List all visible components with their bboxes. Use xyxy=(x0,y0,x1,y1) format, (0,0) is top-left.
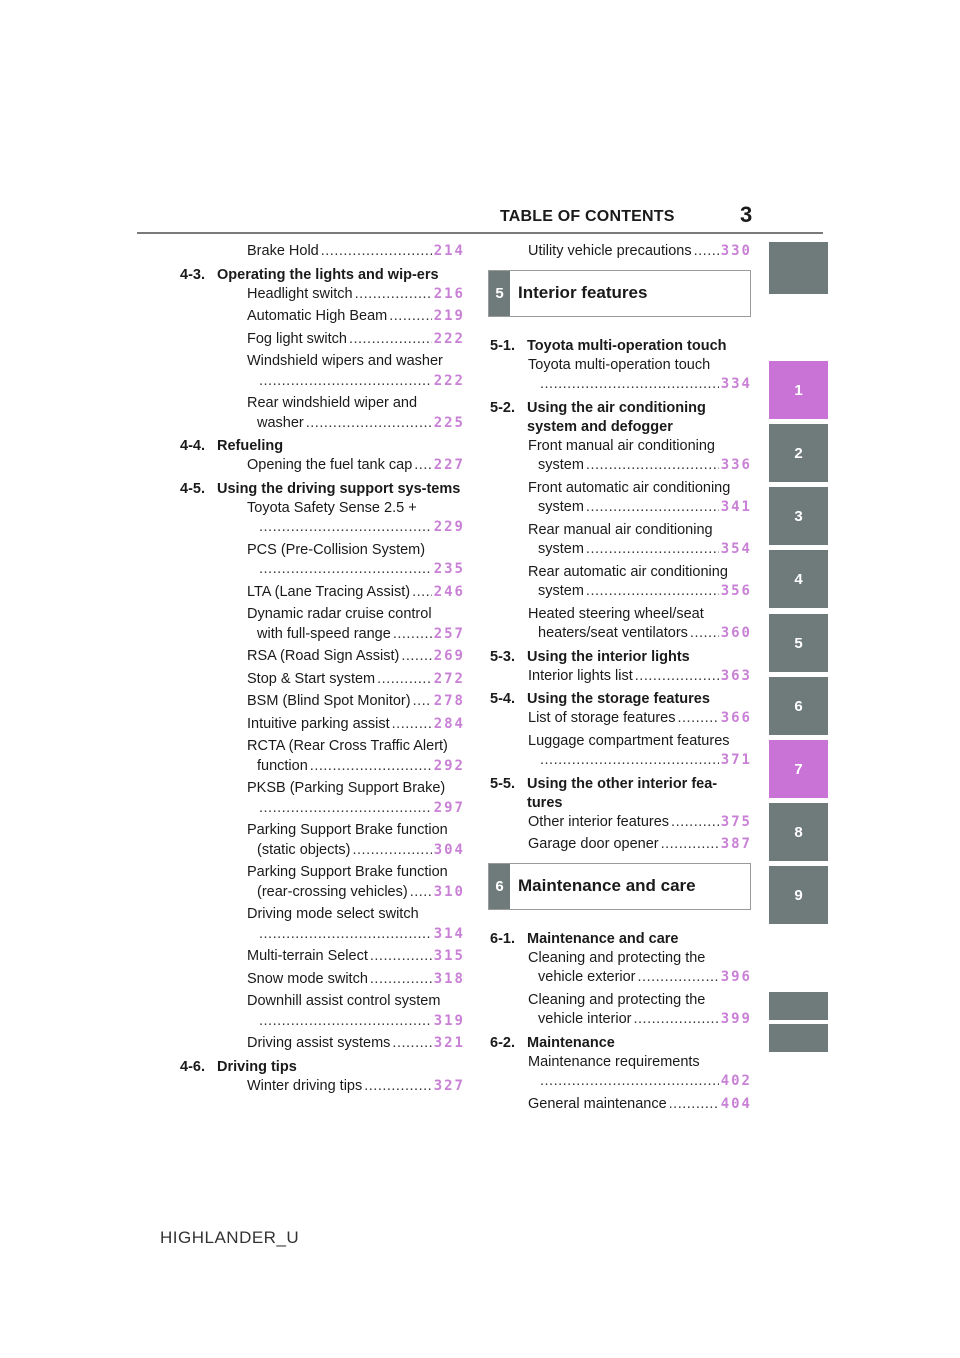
section-title: Using the storage features xyxy=(527,691,710,707)
page-link[interactable]: 315 xyxy=(433,948,465,964)
toc-entry-line: Windshield wipers and washer xyxy=(247,353,443,369)
page-link[interactable]: 272 xyxy=(433,670,465,687)
toc-entry-text: Intuitive parking assist xyxy=(247,715,390,732)
page-link[interactable]: 216 xyxy=(433,285,465,302)
toc-entry[interactable] xyxy=(180,242,465,262)
page-link[interactable]: 278 xyxy=(433,693,465,709)
toc-entry-text: vehicle exterior xyxy=(538,969,636,985)
dot-leader xyxy=(370,947,432,967)
dot-leader xyxy=(259,518,432,538)
toc-entry-line: Rear windshield wiper and xyxy=(247,395,418,411)
footer-model-code: HIGHLANDER_U xyxy=(160,1228,300,1247)
dot-leader xyxy=(586,540,719,560)
toc-entry-line: Heated steering wheel/seat xyxy=(528,605,704,622)
toc-entry-line xyxy=(247,560,465,580)
toc-entry[interactable] xyxy=(180,715,465,735)
dot-leader xyxy=(310,757,432,777)
toc-entry-line xyxy=(528,1095,752,1115)
page-link[interactable]: 356 xyxy=(720,583,752,599)
section-title: Maintenance and care xyxy=(527,930,679,947)
page-link[interactable]: 214 xyxy=(433,243,465,259)
chapter-title: Interior features xyxy=(518,283,648,302)
toc-entry[interactable] xyxy=(490,835,752,855)
dot-leader xyxy=(392,715,432,735)
toc-entry[interactable] xyxy=(180,1077,465,1097)
toc-entry[interactable] xyxy=(180,583,465,603)
toc-entry-line: PKSB (Parking Support Brake) xyxy=(247,780,446,796)
toc-entry-text: Fog light switch xyxy=(247,330,347,347)
toc-entry-line xyxy=(528,709,752,729)
toc-entry-line xyxy=(528,667,752,687)
page-link[interactable]: 321 xyxy=(433,1035,465,1051)
toc-entry-line xyxy=(247,414,465,434)
toc-entry-text: Snow mode switch xyxy=(247,970,368,987)
toc-entry[interactable] xyxy=(180,647,465,667)
chapter-title: Maintenance and care xyxy=(518,876,696,895)
dot-leader xyxy=(678,709,719,729)
page-link[interactable]: 366 xyxy=(720,710,752,726)
toc-entry-line xyxy=(247,1034,465,1054)
page-link[interactable]: 363 xyxy=(720,667,752,684)
toc-entry-line xyxy=(528,582,752,602)
page-link[interactable]: 257 xyxy=(433,625,465,642)
toc-entry-line xyxy=(247,625,465,645)
dot-leader xyxy=(414,456,431,476)
toc-entry-line xyxy=(528,540,752,560)
toc-entry-line xyxy=(247,285,465,305)
toc-entry[interactable] xyxy=(180,992,465,1031)
toc-entry-line xyxy=(247,715,465,735)
page-link[interactable]: 354 xyxy=(720,541,752,557)
toc-entry-line xyxy=(247,1077,465,1097)
page-header-title: TABLE OF CONTENTS xyxy=(500,208,675,225)
toc-entry[interactable] xyxy=(180,779,465,818)
dot-leader xyxy=(413,692,432,712)
page-link[interactable]: 284 xyxy=(433,715,465,732)
dot-leader xyxy=(370,970,432,990)
toc-entry[interactable] xyxy=(490,521,752,560)
section-title: Toyota multi-operation touch xyxy=(527,337,727,354)
dot-leader xyxy=(540,375,719,395)
toc-entry[interactable] xyxy=(490,991,752,1030)
toc-entry[interactable] xyxy=(490,1053,752,1092)
section-title: Driving tips xyxy=(217,1058,297,1075)
toc-entry-line xyxy=(528,456,752,476)
dot-leader xyxy=(671,813,719,833)
page-link[interactable]: 297 xyxy=(433,799,465,816)
toc-entry[interactable] xyxy=(180,605,465,644)
toc-entry-line xyxy=(247,670,465,690)
toc-entry-text: Automatic High Beam xyxy=(247,308,388,324)
toc-entry[interactable] xyxy=(490,605,752,644)
toc-entry-line xyxy=(247,757,465,777)
toc-entry[interactable] xyxy=(180,285,465,305)
dot-leader xyxy=(694,242,719,262)
section-number: 4-5. xyxy=(180,480,205,497)
toc-entry[interactable] xyxy=(180,947,465,967)
toc-entry[interactable] xyxy=(490,437,752,476)
toc-entry-line xyxy=(247,799,465,819)
toc-entry[interactable] xyxy=(490,242,752,262)
dot-leader xyxy=(586,456,719,476)
dot-leader xyxy=(259,560,432,580)
toc-entry[interactable] xyxy=(180,307,465,327)
toc-entry-line xyxy=(528,242,752,262)
dot-leader xyxy=(586,498,719,518)
toc-entry-text: LTA (Lane Tracing Assist) xyxy=(247,583,411,600)
toc-entry-line: Rear manual air conditioning xyxy=(528,521,713,538)
toc-entry[interactable] xyxy=(490,732,752,771)
toc-entry-text: Utility vehicle precautions xyxy=(528,243,692,259)
toc-entry[interactable] xyxy=(180,821,465,860)
page-link[interactable]: 330 xyxy=(720,243,752,259)
toc-entry-line xyxy=(528,498,752,518)
dot-leader xyxy=(540,751,719,771)
section-number: 5-2. xyxy=(490,399,515,416)
page-link[interactable]: 222 xyxy=(433,330,465,347)
toc-entry[interactable] xyxy=(180,352,465,391)
section-title: Operating the lights and wip-ers xyxy=(217,266,439,283)
dot-leader xyxy=(540,1072,719,1092)
page-link[interactable]: 341 xyxy=(720,499,752,515)
toc-entry-text: Brake Hold xyxy=(247,243,319,259)
toc-entry[interactable] xyxy=(180,394,465,433)
toc-entry-text: General maintenance xyxy=(528,1095,667,1112)
toc-entry-line: Front manual air conditioning xyxy=(528,437,715,454)
toc-entry-line xyxy=(247,883,465,903)
toc-section-heading xyxy=(180,437,465,456)
dot-leader xyxy=(401,647,431,667)
toc-entry[interactable] xyxy=(180,863,465,902)
toc-entry-text: heaters/seat ventilators xyxy=(538,625,688,641)
toc-entry-text: Winter driving tips xyxy=(247,1077,363,1094)
chapter-tab[interactable] xyxy=(769,1024,828,1052)
dot-leader xyxy=(352,841,431,861)
section-number: 6-1. xyxy=(490,930,515,947)
toc-entry-text: Garage door opener xyxy=(528,836,659,852)
page-link[interactable]: 310 xyxy=(433,883,465,900)
toc-entry-line: Cleaning and protecting the xyxy=(528,949,706,966)
dot-leader xyxy=(635,667,719,687)
toc-entry[interactable] xyxy=(490,813,752,833)
section-number: 4-3. xyxy=(180,266,205,283)
section-title: Refueling xyxy=(217,438,284,454)
toc-entry[interactable] xyxy=(180,905,465,944)
toc-entry-text: Stop & Start system xyxy=(247,670,376,687)
dot-leader xyxy=(377,670,432,690)
section-number: 5-5. xyxy=(490,775,515,792)
toc-entry-line xyxy=(247,970,465,990)
section-title: Using the air conditioning system and defogger xyxy=(527,399,706,435)
dot-leader xyxy=(259,1012,432,1032)
dot-leader xyxy=(392,1034,431,1054)
toc-entry-line: Rear automatic air conditioning xyxy=(528,563,728,580)
page-link[interactable]: 327 xyxy=(433,1077,465,1094)
toc-entry-text: Multi-terrain Select xyxy=(247,948,368,964)
toc-section-heading xyxy=(490,399,752,437)
chapter-tab[interactable]: 1 xyxy=(769,361,828,419)
toc-entry-line: Downhill assist control system xyxy=(247,993,441,1009)
chapter-tab[interactable]: 5 xyxy=(769,614,828,672)
dot-leader xyxy=(389,307,431,327)
chapter-number-badge: 5 xyxy=(489,271,510,316)
toc-entry[interactable] xyxy=(490,563,752,602)
toc-entry-text: Headlight switch xyxy=(247,285,353,302)
toc-section-heading xyxy=(490,690,752,709)
toc-entry-text: function xyxy=(257,757,308,774)
toc-entry-line: PCS (Pre-Collision System) xyxy=(247,541,426,558)
toc-entry-text: Other interior features xyxy=(528,813,670,830)
dot-leader xyxy=(306,414,432,434)
toc-entry-text: BSM (Blind Spot Monitor) xyxy=(247,693,411,709)
toc-entry-line: Dynamic radar cruise control xyxy=(247,606,432,622)
page-link[interactable]: 229 xyxy=(433,519,465,535)
section-number: 4-4. xyxy=(180,438,205,454)
chapter-tab[interactable] xyxy=(769,242,828,294)
toc-entry-line xyxy=(247,372,465,392)
dot-leader xyxy=(410,883,432,903)
section-title: Using the interior lights xyxy=(527,648,690,665)
toc-entry-line: Toyota Safety Sense 2.5 + xyxy=(247,499,417,516)
toc-right-column xyxy=(490,242,752,1117)
section-title: Using the driving support sys-tems xyxy=(217,480,461,497)
toc-section-heading xyxy=(490,648,752,667)
section-number: 5-1. xyxy=(490,337,515,354)
toc-entry-line xyxy=(528,968,752,988)
toc-entry-text: system xyxy=(538,457,584,473)
toc-entry-text: system xyxy=(538,499,584,515)
toc-entry-line xyxy=(528,835,752,855)
toc-entry[interactable] xyxy=(180,499,465,538)
page-link[interactable]: 404 xyxy=(720,1095,752,1112)
toc-entry-text: washer xyxy=(257,414,304,431)
section-number: 6-2. xyxy=(490,1034,515,1051)
section-title: Using the other interior fea-tures xyxy=(527,775,718,811)
chapter-tab[interactable] xyxy=(769,992,828,1020)
section-number: 5-3. xyxy=(490,648,515,665)
chapter-tab[interactable]: 4 xyxy=(769,550,828,608)
toc-entry[interactable] xyxy=(490,667,752,687)
page-link[interactable]: 314 xyxy=(433,925,465,942)
chapter-tab[interactable]: 2 xyxy=(769,424,828,482)
page-link[interactable]: 387 xyxy=(720,836,752,852)
toc-entry-line xyxy=(528,1072,752,1092)
page-link[interactable]: 402 xyxy=(720,1073,752,1089)
header-divider xyxy=(137,232,823,234)
toc-entry-line xyxy=(247,925,465,945)
toc-entry[interactable] xyxy=(180,456,465,476)
dot-leader xyxy=(393,625,432,645)
toc-section-heading xyxy=(180,480,465,499)
toc-entry[interactable] xyxy=(180,541,465,580)
dot-leader xyxy=(690,624,719,644)
page-link[interactable]: 375 xyxy=(720,813,752,830)
toc-entry-line xyxy=(247,518,465,538)
dot-leader xyxy=(259,372,432,392)
toc-entry[interactable] xyxy=(180,737,465,776)
chapter-heading-box[interactable] xyxy=(488,863,751,910)
toc-entry[interactable] xyxy=(180,970,465,990)
page-link[interactable]: 235 xyxy=(433,561,465,577)
dot-leader xyxy=(638,968,719,988)
toc-entry-line xyxy=(528,751,752,771)
toc-entry-line: RCTA (Rear Cross Traffic Alert) xyxy=(247,738,448,754)
toc-entry[interactable] xyxy=(180,670,465,690)
page-link[interactable]: 227 xyxy=(433,457,465,473)
toc-entry-line xyxy=(247,307,465,327)
page-number: 3 xyxy=(740,202,753,227)
toc-entry-line: Cleaning and protecting the xyxy=(528,991,706,1008)
toc-left-column xyxy=(180,242,465,1099)
page-link[interactable]: 304 xyxy=(433,841,465,858)
toc-entry-line xyxy=(528,813,752,833)
chapter-tab[interactable]: 7 xyxy=(769,740,828,798)
toc-entry-text: (rear-crossing vehicles) xyxy=(257,883,408,900)
page-link[interactable]: 292 xyxy=(433,757,465,774)
toc-entry-text: List of storage features xyxy=(528,710,676,726)
toc-entry[interactable] xyxy=(180,692,465,712)
toc-entry-line: Parking Support Brake function xyxy=(247,822,448,838)
toc-entry-text: RSA (Road Sign Assist) xyxy=(247,648,400,664)
dot-leader xyxy=(661,835,719,855)
toc-entry-line xyxy=(247,692,465,712)
toc-entry-line xyxy=(247,456,465,476)
toc-entry-line: Front automatic air conditioning xyxy=(528,479,731,496)
page-link[interactable]: 336 xyxy=(720,457,752,473)
page-link[interactable]: 219 xyxy=(433,308,465,324)
dot-leader xyxy=(412,583,432,603)
toc-entry[interactable] xyxy=(490,1095,752,1115)
toc-section-heading xyxy=(490,337,752,356)
toc-entry-line xyxy=(528,375,752,395)
toc-section-heading xyxy=(180,266,465,285)
toc-entry[interactable] xyxy=(490,709,752,729)
dot-leader xyxy=(259,799,432,819)
section-number: 5-4. xyxy=(490,691,515,707)
toc-section-heading xyxy=(180,1058,465,1077)
dot-leader xyxy=(355,285,432,305)
toc-entry-text: Opening the fuel tank cap xyxy=(247,457,413,473)
dot-leader xyxy=(259,925,432,945)
dot-leader xyxy=(669,1095,719,1115)
toc-entry-line xyxy=(247,330,465,350)
toc-entry-text: vehicle interior xyxy=(538,1011,632,1027)
toc-section-heading xyxy=(490,775,752,813)
toc-entry[interactable] xyxy=(180,330,465,350)
toc-entry-text: with full-speed range xyxy=(257,625,391,642)
page-link[interactable]: 360 xyxy=(720,625,752,641)
toc-section-heading xyxy=(490,930,752,949)
dot-leader xyxy=(349,330,432,350)
section-number: 4-6. xyxy=(180,1058,205,1075)
toc-entry-line xyxy=(247,647,465,667)
page-link[interactable]: 246 xyxy=(433,583,465,600)
toc-entry-line xyxy=(247,947,465,967)
page-link[interactable]: 222 xyxy=(433,372,465,389)
page-link[interactable]: 318 xyxy=(433,970,465,987)
toc-entry-line xyxy=(528,1010,752,1030)
page-link[interactable]: 269 xyxy=(433,648,465,664)
page-link[interactable]: 334 xyxy=(720,376,752,392)
dot-leader xyxy=(321,242,432,262)
toc-entry[interactable] xyxy=(490,479,752,518)
toc-entry-text: system xyxy=(538,541,584,557)
toc-entry-line xyxy=(528,624,752,644)
chapter-heading-box[interactable] xyxy=(488,270,751,317)
chapter-number-badge: 6 xyxy=(489,864,510,909)
chapter-tab[interactable]: 6 xyxy=(769,677,828,735)
toc-entry-text: system xyxy=(538,583,584,599)
page-link[interactable]: 399 xyxy=(720,1011,752,1027)
chapter-tab[interactable]: 9 xyxy=(769,866,828,924)
toc-entry-line: Parking Support Brake function xyxy=(247,864,448,880)
toc-entry[interactable] xyxy=(180,1034,465,1054)
toc-entry-line: Driving mode select switch xyxy=(247,906,419,922)
dot-leader xyxy=(364,1077,431,1097)
page-link[interactable]: 225 xyxy=(433,414,465,431)
toc-entry-line xyxy=(247,1012,465,1032)
toc-section-heading xyxy=(490,1034,752,1053)
dot-leader xyxy=(634,1010,719,1030)
dot-leader xyxy=(586,582,719,602)
toc-entry-line: Toyota multi-operation touch xyxy=(528,356,711,373)
toc-entry-line: Luggage compartment features xyxy=(528,732,730,749)
toc-entry[interactable] xyxy=(490,949,752,988)
chapter-tab[interactable]: 8 xyxy=(769,803,828,861)
page-link[interactable]: 319 xyxy=(433,1012,465,1029)
page-link[interactable]: 396 xyxy=(720,969,752,985)
toc-entry-line xyxy=(247,583,465,603)
chapter-tab[interactable]: 3 xyxy=(769,487,828,545)
toc-entry-line xyxy=(247,242,465,262)
section-title: Maintenance xyxy=(527,1034,615,1051)
page-link[interactable]: 371 xyxy=(720,752,752,768)
toc-entry-line xyxy=(247,841,465,861)
toc-entry-text: Interior lights list xyxy=(528,667,633,684)
toc-entry-line: Maintenance requirements xyxy=(528,1053,700,1070)
toc-entry-text: Driving assist systems xyxy=(247,1035,391,1051)
toc-entry-text: (static objects) xyxy=(257,841,351,858)
toc-entry[interactable] xyxy=(490,356,752,395)
